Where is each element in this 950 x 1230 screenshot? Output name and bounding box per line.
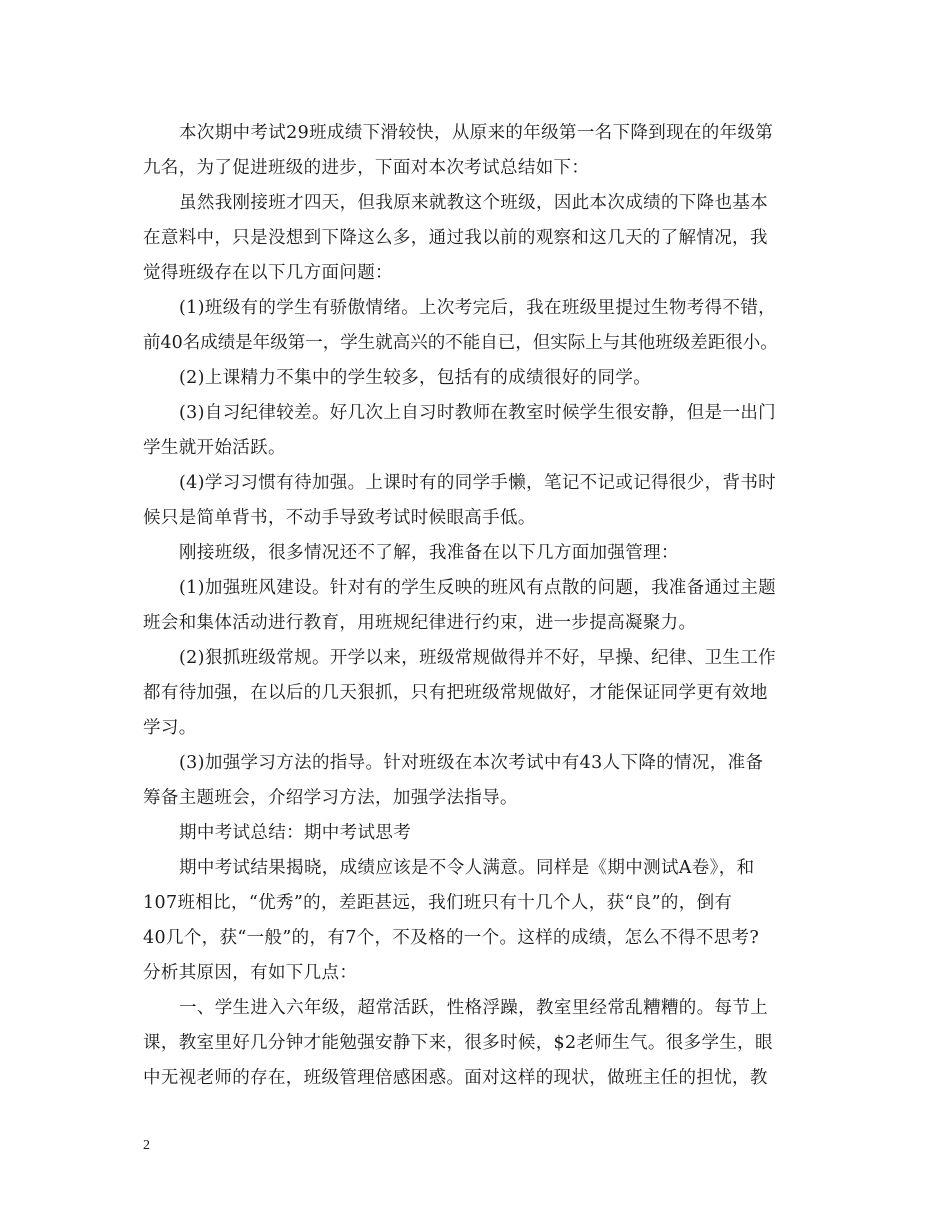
- text-line: 筹备主题班会，介绍学习方法，加强学法指导。: [143, 788, 518, 808]
- text-line: (1)班级有的学生有骄傲情绪。上次考完后，我在班级里提过生物考得不错，: [179, 298, 777, 318]
- section-heading: 期中考试总结：期中考试思考: [179, 823, 412, 843]
- text-line: 刚接班级，很多情况还不了解，我准备在以下几方面加强管理：: [179, 543, 679, 563]
- text-line: 本次期中考试29班成绩下滑较快，从原来的年级第一名下降到现在的年级第: [179, 123, 774, 143]
- text-line: 课，教室里好几分钟才能勉强安静下来，很多时候，$2老师生气。很多学生，眼: [143, 1033, 773, 1053]
- text-line: (1)加强班风建设。针对有的学生反映的班风有点散的问题，我准备通过主题: [179, 578, 777, 598]
- text-line: (3)加强学习方法的指导。针对班级在本次考试中有43人下降的情况，准备: [179, 753, 764, 773]
- text-line: 班会和集体活动进行教育，用班规纪律进行约束，进一步提高凝聚力。: [143, 613, 697, 633]
- text-line: 在意料中，只是没想到下降这么多，通过我以前的观察和这几天的了解情况，我: [143, 228, 768, 248]
- text-line: (4)学习习惯有待加强。上课时有的同学手懒，笔记不记或记得很少，背书时: [179, 473, 777, 493]
- text-line: 期中考试结果揭晓，成绩应该是不令人满意。同样是《期中测试A卷》，和: [179, 858, 755, 878]
- text-line: 一、学生进入六年级，超常活跃，性格浮躁，教室里经常乱糟糟的。每节上: [179, 998, 769, 1018]
- text-line: 前40名成绩是年级第一，学生就高兴的不能自已，但实际上与其他班级差距很小。: [143, 333, 778, 353]
- page-number: 2: [143, 1138, 150, 1153]
- text-line: 虽然我刚接班才四天，但我原来就教这个班级，因此本次成绩的下降也基本: [179, 193, 769, 213]
- text-line: 候只是简单背书，不动手导致考试时候眼高手低。: [143, 508, 536, 528]
- text-line: 都有待加强，在以后的几天狠抓，只有把班级常规做好，才能保证同学更有效地: [143, 683, 768, 703]
- text-line: 九名，为了促进班级的进步，下面对本次考试总结如下：: [143, 158, 590, 178]
- text-line: 分析其原因，有如下几点：: [143, 963, 358, 983]
- text-line: (2)狠抓班级常规。开学以来，班级常规做得并不好，早操、纪律、卫生工作: [179, 648, 777, 668]
- text-line: 觉得班级存在以下几方面问题：: [143, 263, 393, 283]
- text-line: 107班相比，“优秀”的，差距甚远，我们班只有十几个人，获“良”的，倒有: [143, 893, 733, 913]
- text-line: (2)上课精力不集中的学生较多，包括有的成绩很好的同学。: [179, 368, 652, 388]
- text-line: 学生就开始活跃。: [143, 438, 286, 458]
- text-line: 学习。: [143, 718, 197, 738]
- text-line: (3)自习纪律较差。好几次上自习时教师在教室时候学生很安静，但是一出门: [179, 403, 777, 423]
- text-line: 中无视老师的存在，班级管理倍感困惑。面对这样的现状，做班主任的担忧，教: [143, 1068, 768, 1088]
- text-line: 40几个，获“一般”的，有7个，不及格的一个。这样的成绩，怎么不得不思考?: [143, 928, 760, 948]
